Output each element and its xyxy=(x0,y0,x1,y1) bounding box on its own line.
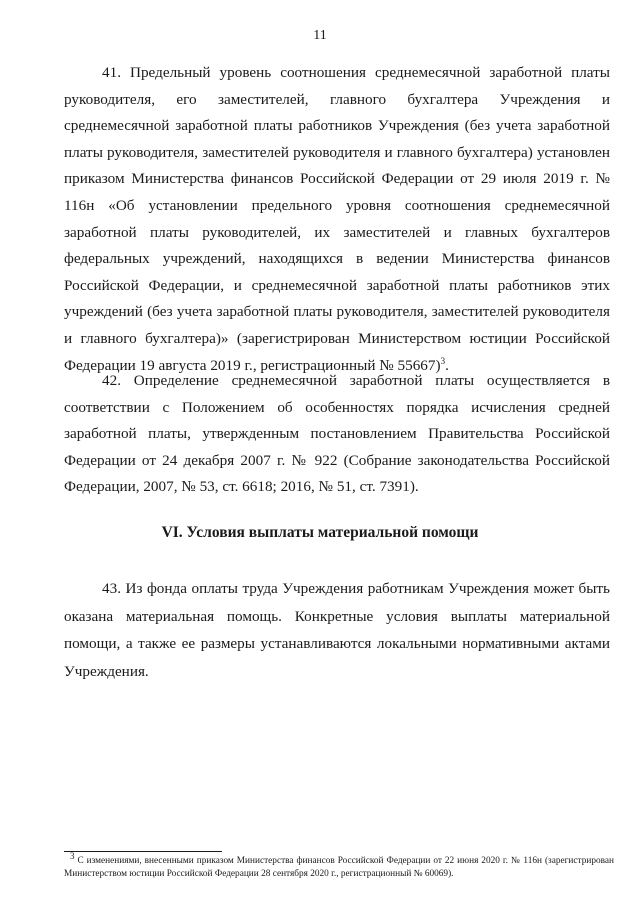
paragraph-41 xyxy=(64,60,610,379)
footnote-body: С изменениями, внесенными приказом Министерства финансов Российской Федерации от 22 июня 2020 г. № 116н (зарегистрирован Министерством юстиции Российской Федерации 28 сентября 2020 г., регистрационный № 60069). xyxy=(64,856,614,879)
footnote xyxy=(64,850,614,881)
footnote-text xyxy=(64,850,614,881)
paragraph-41-body: 41. Предельный уровень соотношения среднемесячной заработной платы руководителя, его заместителей, главного бухгалтера Учреждения и среднемесячной заработной платы работников Учреждения (без учета заработной платы руководителя, заместителей руководителя и главного бухгалтера) установлен приказом Министерства финансов Российской Федерации от 29 июля 2019 г. № 116н «Об установлении предельного уровня соотношения среднемесячной заработной платы руководителей, их заместителей и главных бухгалтеров федеральных учреждений, находящихся в ведении Министерства финансов Российской Федерации, и среднемесячной заработной платы работников этих учреждений (без учета заработной платы руководителя, заместителей руководителя и главного бухгалтера)» (зарегистрирован Министерством юстиции Российской Федерации 19 августа 2019 г., регистрационный № 55667) xyxy=(64,64,610,374)
footnote-divider xyxy=(64,851,222,852)
paragraph-41-text xyxy=(64,60,610,379)
footnote-marker: 3 xyxy=(70,850,75,861)
paragraph-41-end: . xyxy=(445,356,449,374)
paragraph-43-text: 43. Из фонда оплаты труда Учреждения работникам Учреждения может быть оказана материальная помощь. Конкретные условия выплаты материальной помощи, а также ее размеры устанавливаются локальными нормативными актами Учреждения. xyxy=(64,580,610,680)
paragraph-43 xyxy=(64,575,610,685)
paragraph-42-text: 42. Определение среднемесячной заработной платы осуществляется в соответствии с Положением об особенностях порядка исчисления средней заработной платы, утвержденным постановлением Правительства Российской Федерации от 24 декабря 2007 г. № 922 (Собрание законодательства Российской Федерации, 2007, № 53, ст. 6618; 2016, № 51, ст. 7391). xyxy=(64,372,610,496)
page-number: 11 xyxy=(313,28,327,43)
paragraph-42 xyxy=(64,368,610,501)
section-heading: VI. Условия выплаты материальной помощи xyxy=(161,524,479,541)
footnote-reference: 3 xyxy=(440,355,446,366)
